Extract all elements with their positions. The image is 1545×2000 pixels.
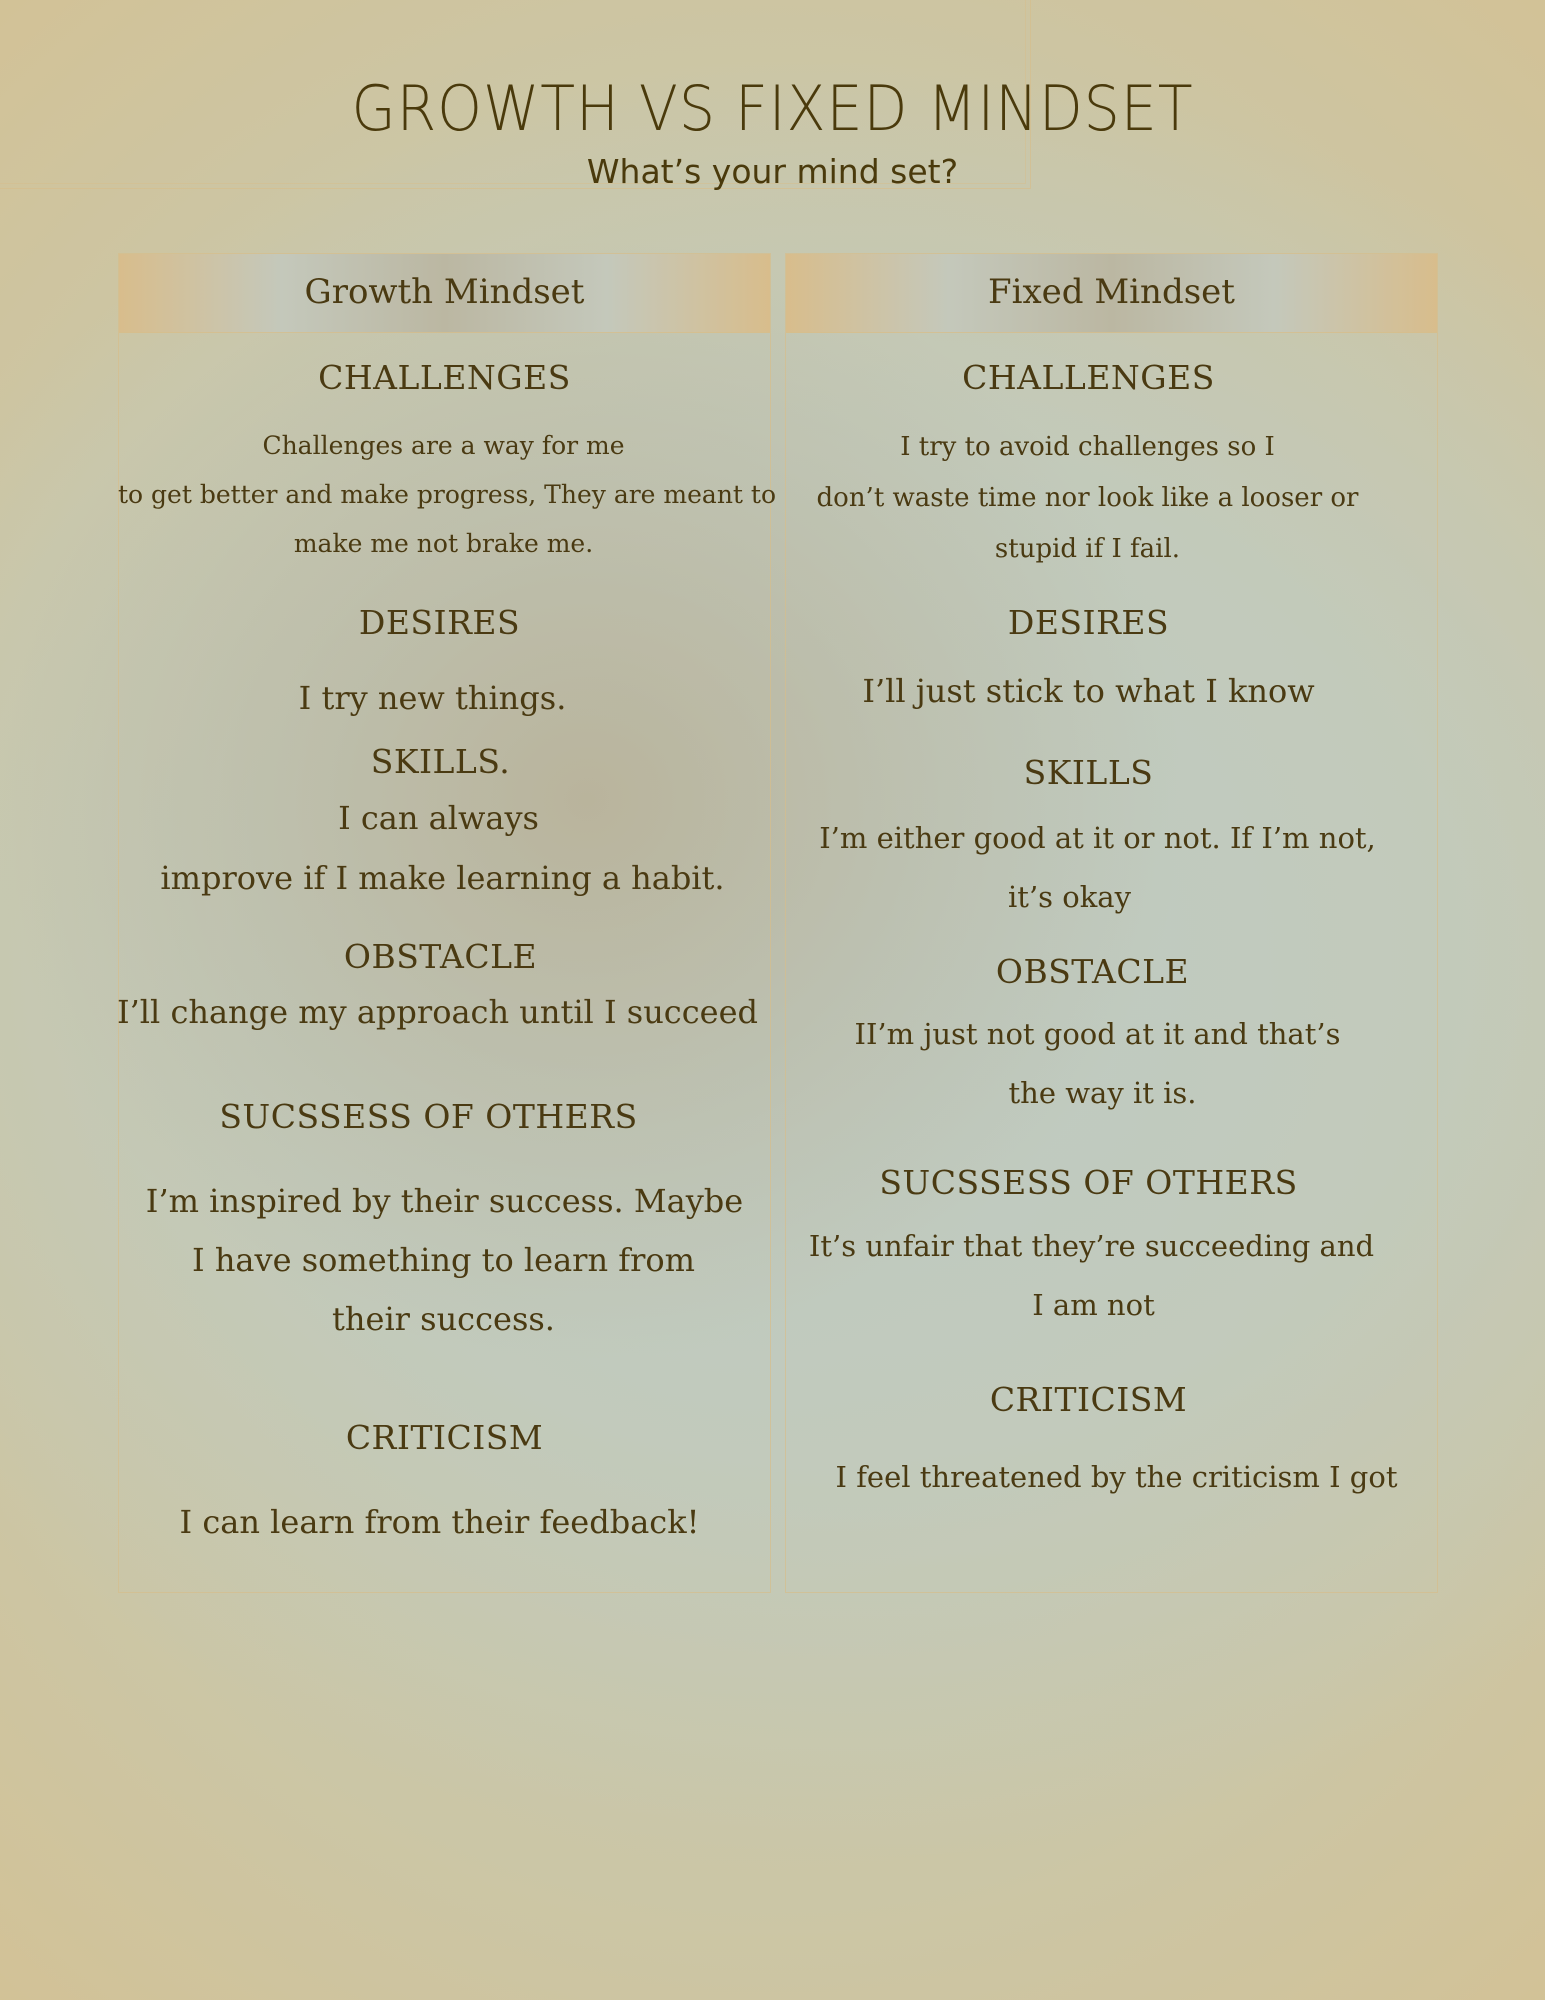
fixed-challenges-heading: CHALLENGES	[962, 358, 1215, 397]
fixed-mindset-header: Fixed Mindset	[786, 254, 1437, 333]
fixed-mindset-column	[785, 253, 1438, 1593]
growth-skills-line-2: improve if I make learning a habit.	[160, 859, 725, 897]
growth-success-line-3: their success.	[332, 1300, 555, 1338]
growth-desires-text: I try new things.	[298, 679, 567, 717]
growth-criticism-text: I can learn from their feedback!	[179, 1503, 700, 1541]
growth-challenges-line-3: make me not brake me.	[293, 529, 594, 558]
growth-criticism-heading: CRITICISM	[345, 1418, 544, 1457]
page-subtitle: What’s your mind set?	[586, 152, 959, 191]
fixed-success-line-2: I am not	[1032, 1288, 1155, 1322]
growth-challenges-heading: CHALLENGES	[318, 358, 571, 397]
fixed-desires-text: I’ll just stick to what I know	[862, 672, 1315, 710]
growth-mindset-header: Growth Mindset	[119, 254, 770, 333]
growth-skills-heading: SKILLS.	[370, 742, 511, 781]
fixed-obstacle-line-2: the way it is.	[1008, 1076, 1197, 1110]
fixed-criticism-text: I feel threatened by the criticism I got	[835, 1460, 1398, 1494]
growth-obstacle-text: I’ll change my approach until I succeed	[116, 993, 758, 1031]
fixed-criticism-heading: CRITICISM	[989, 1380, 1188, 1419]
fixed-challenges-line-3: stupid if I fail.	[994, 534, 1181, 564]
fixed-skills-line-2: it’s okay	[1008, 880, 1131, 914]
growth-desires-heading: DESIRES	[358, 603, 521, 642]
fixed-success-line-1: It’s unfair that they’re succeeding and	[808, 1229, 1375, 1263]
fixed-challenges-line-1: I try to avoid challenges so I	[900, 432, 1275, 462]
growth-skills-line-1: I can always	[338, 799, 539, 837]
growth-challenges-line-2: to get better and make progress, They are meant to	[118, 480, 777, 509]
fixed-skills-line-1: I’m either good at it or not. If I’m not,	[819, 821, 1376, 855]
fixed-obstacle-heading: OBSTACLE	[995, 952, 1190, 991]
page-title: GROWTH VS FIXED MINDSET	[351, 72, 1194, 145]
fixed-desires-heading: DESIRES	[1007, 603, 1170, 642]
fixed-obstacle-line-1: II’m just not good at it and that’s	[854, 1017, 1341, 1051]
growth-obstacle-heading: OBSTACLE	[343, 937, 538, 976]
growth-challenges-line-1: Challenges are a way for me	[262, 431, 625, 460]
growth-success-line-1: I’m inspired by their success. Maybe	[145, 1182, 744, 1220]
growth-success-heading: SUCSSESS OF OTHERS	[219, 1097, 638, 1136]
growth-success-line-2: I have something to learn from	[192, 1241, 695, 1279]
growth-mindset-column	[116, 253, 777, 1593]
fixed-skills-heading: SKILLS	[1023, 753, 1154, 792]
fixed-challenges-line-2: don’t waste time nor look like a looser or	[816, 483, 1359, 513]
fixed-success-heading: SUCSSESS OF OTHERS	[879, 1163, 1298, 1202]
